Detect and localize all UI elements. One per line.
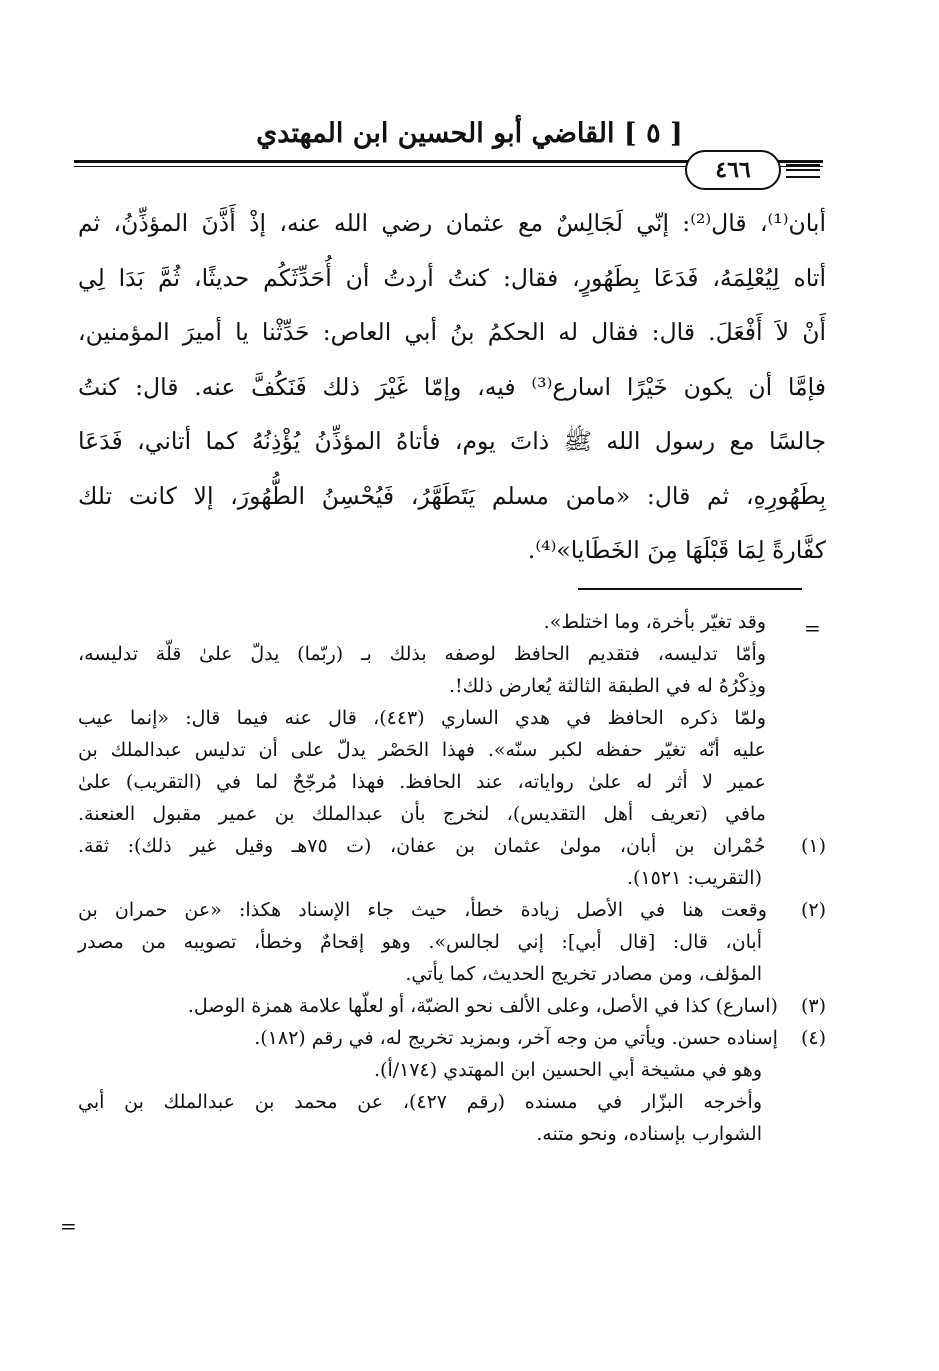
footnote-separator [578, 588, 802, 590]
main-text [78, 196, 826, 578]
continuation-mark-end: = [60, 1214, 77, 1238]
footnote-line: المؤلف، ومن مصادر تخريج الحديث، كما يأتي. [405, 963, 762, 985]
footnote-text: إسناده حسن. ويأتي من وجه آخر، وبمزيد تخريج له، في رقم (١٨٢). [254, 1027, 778, 1049]
footnote-line: مافي (تعريف أهل التقديس)، لنخرج بأن عبدالملك بن عمير مقبول العنعنة. [78, 803, 766, 825]
footnote-line: وهو في مشيخة أبي الحسين ابن المهتدي (١٧٤/أ). [374, 1059, 762, 1081]
footnotes [78, 606, 826, 1150]
footnote-3 [78, 990, 826, 1022]
main-line: بِطَهُورِهِ، ثم قال: «مامن مسلم يَتَطَهَّرُ، فَيُحْسِنُ الطُّهُورَ، إلا كانت تلك [78, 481, 826, 510]
footnote-line [78, 830, 826, 862]
main-line: أَنْ لاَ أَفْعَلَ. قال: فقال له الحكمُ بنُ أبي العاص: حَدِّثْنا يا أميرَ المؤمنين، [78, 318, 826, 346]
running-title: [ ٥ ] القاضي أبو الحسين ابن المهتدي [256, 118, 683, 149]
footnote-number: (٢) [800, 899, 827, 921]
footnote-line: وأخرجه البزّار في مسنده (رقم ٤٢٧)، عن محمد بن عبدالملك بن أبي [78, 1091, 762, 1113]
footnote-text: (اسارع) كذا في الأصل، وعلى الألف نحو الضبّة، أو لعلّها علامة همزة الوصل. [187, 995, 778, 1017]
page-number-ornament [786, 164, 820, 178]
footnote-number: (٤) [800, 1027, 826, 1049]
continuation-mark: = [804, 616, 821, 640]
main-line: أبان⁽¹⁾، قال⁽²⁾: إنّي لَجَالِسٌ مع عثمان رضي الله عنه، إذْ أَذَّنَ المؤذِّنُ، ثم [78, 209, 826, 237]
footnote-line [78, 990, 826, 1022]
footnote-line: الشوارب بإسناده، ونحو متنه. [536, 1123, 762, 1145]
main-line: فإمَّا أن يكون خَيْرًا اسارع⁽³⁾ فيه، وإمّا غَيْرَ ذلك فَنَكُفَّ عنه. قال: كنتُ [78, 372, 826, 401]
footnote-line [78, 1022, 826, 1054]
footnote-text: حُمْران بن أبان، مولىٰ عثمان بن عفان، (ت ٧٥هـ وقيل غير ذلك): ثقة. [78, 835, 766, 857]
page-number [685, 150, 781, 190]
footnote-line: عمير لا أثر له علىٰ رواياته، عند الحافظ. فهذا مُرجّحٌ لما في (التقريب) علىٰ [78, 771, 766, 793]
footnote-line: أبان، قال: [قال أبي]: إني لجالس». وهو إقحامٌ وخطأ، تصويبه من مصدر [78, 931, 762, 953]
footnote-1 [78, 830, 826, 894]
main-line: أتاه لِيُعْلِمَهُ، فَدَعَا بِطَهُورٍ، فقال: كنتُ أردتُ أن أُحَدِّثَكُم حديثًا، ثُمَّ بَدَا لِي [78, 263, 826, 292]
main-line: جالسًا مع رسول الله ﷺ ذاتَ يوم، فأتاهُ المؤذِّنُ يُؤْذِنُهُ كما أتاني، فَدَعَا [78, 427, 826, 455]
footnote-line: وأمّا تدليسه، فتقديم الحافظ لوصفه بذلك بـ (ربّما) يدلّ علىٰ قلّة تدليسه، [78, 643, 766, 665]
footnote-number: (٣) [800, 995, 826, 1017]
footnote-line [78, 894, 826, 926]
footnote-line: عليه أنّه تغيّر حفظه لكبر سنّه». فهذا الحَصْر يدلّ على أن تدليس عبدالملك بن [78, 739, 766, 761]
footnote-line: ولمّا ذكره الحافظ في هدي الساري (٤٤٣)، قال عنه فيما قال: «إنما عيب [78, 707, 766, 729]
footnote-line: وقد تغيّر بأخرة، وما اختلط». [543, 611, 766, 633]
footnote-4 [78, 1022, 826, 1086]
footnote-2 [78, 894, 826, 990]
main-line: كفَّارةً لِمَا قَبْلَهَا مِنَ الخَطَايا»⁽⁴⁾. [527, 536, 826, 564]
footnote-line: (التقريب: ١٥٢١). [627, 867, 762, 889]
page-number-text: ٤٦٦ [715, 157, 751, 183]
footnote-text: وقعت هنا في الأصل زيادة خطأ، حيث جاء الإسناد هكذا: «عن حمران بن [78, 899, 767, 921]
footnote-line: وذِكْرُهُ له في الطبقة الثالثة يُعارض ذلك!. [448, 675, 766, 697]
footnote-number: (١) [800, 835, 826, 857]
